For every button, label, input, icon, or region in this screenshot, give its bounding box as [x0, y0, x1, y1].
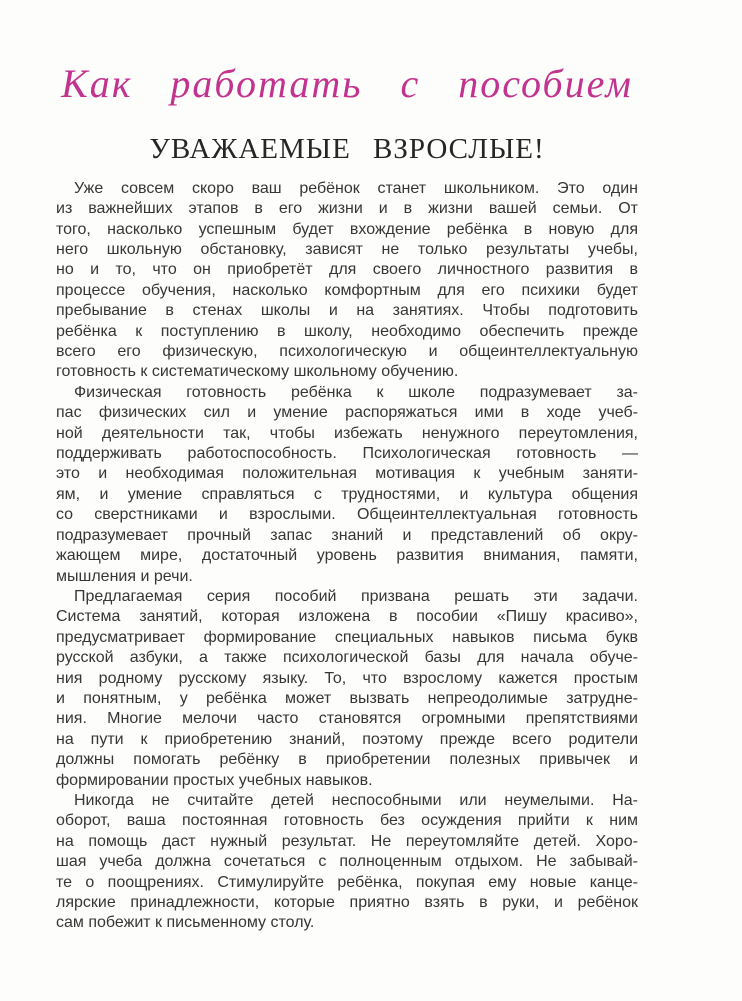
- text-line: предусматривает формирование специальных навыков письма букв: [56, 628, 638, 646]
- text-line: Система занятий, которая изложена в пособии «Пишу красиво»,: [56, 608, 638, 626]
- paragraph: [56, 587, 638, 791]
- text-line: те о поощрениях. Стимулируйте ребёнка, покупая ему новые канце-: [56, 873, 638, 891]
- text-line: ния родному русскому языку. То, что взрослому кажется простым: [56, 669, 638, 687]
- text-line: на пути к приобретению знаний, поэтому прежде всего родители: [56, 730, 638, 748]
- text-line: мышления и речи.: [56, 567, 193, 585]
- body-text: [56, 179, 638, 934]
- text-line: поддерживать работоспособность. Психологическая готовность —: [56, 445, 638, 463]
- text-line: Никогда не считайте детей неспособными или неумелыми. На-: [74, 791, 638, 809]
- text-line: ния. Многие мелочи часто становятся огромными препятствиями: [56, 710, 638, 728]
- text-line: ребёнка к поступлению в школу, необходимо обеспечить прежде: [56, 322, 638, 340]
- text-line: из важнейших этапов в его жизни и в жизни вашей семьи. От: [56, 200, 638, 218]
- text-line: шая учеба должна сочетаться с полноценным отдыхом. Не забывай-: [56, 853, 638, 871]
- text-line: пребывание в стенах школы и на занятиях. Чтобы подготовить: [56, 302, 638, 320]
- text-line: со сверстниками и взрослыми. Общеинтеллектуальная готовность: [56, 506, 638, 524]
- text-line: должны помогать ребёнку в приобретении полезных привычек и: [56, 751, 638, 769]
- text-line: лярские принадлежности, которые приятно взять в руки, и ребёнок: [56, 894, 638, 912]
- text-line: но и то, что он приобретёт для своего личностного развития в: [56, 261, 638, 279]
- text-line: жающем мире, достаточный уровень развития внимания, памяти,: [56, 547, 638, 565]
- text-line: формировании простых учебных навыков.: [56, 771, 373, 789]
- text-line: всего его физическую, психологическую и общеинтеллектуальную: [56, 343, 638, 361]
- text-line: него школьную обстановку, зависят не только результаты учебы,: [56, 241, 638, 259]
- text-line: процессе обучения, насколько комфортным для его психики будет: [56, 281, 638, 299]
- text-line: на помощь даст нужный результат. Не переутомляйте детей. Хоро-: [56, 832, 638, 850]
- text-line: оборот, ваша постоянная готовность без осуждения прийти к ним: [56, 812, 638, 830]
- text-line: того, насколько успешным будет вхождение ребёнка в новую для: [56, 220, 638, 238]
- text-line: ной деятельности так, чтобы избежать ненужного переутомления,: [56, 424, 638, 442]
- text-line: и понятным, у ребёнка может вызвать непреодолимые затрудне-: [56, 689, 638, 707]
- paragraph: [56, 791, 638, 934]
- text-line: ям, и умение справляться с трудностями, и культура общения: [56, 485, 638, 503]
- text-line: сам побежит к письменному столу.: [56, 914, 315, 932]
- text-line: пас физических сил и умение распоряжаться ими в ходе учеб-: [56, 404, 638, 422]
- paragraph: [56, 179, 638, 383]
- text-line: Физическая готовность ребёнка к школе подразумевает за-: [74, 383, 638, 401]
- text-line: русской азбуки, а также психологической базы для начала обуче-: [56, 649, 638, 667]
- text-line: Уже совсем скоро ваш ребёнок станет школьником. Это один: [74, 179, 638, 197]
- text-line: это и необходимая положительная мотивация к учебным заняти-: [56, 465, 638, 483]
- section-heading: УВАЖАЕМЫЕ ВЗРОСЛЫЕ!: [149, 133, 545, 165]
- text-line: Предлагаемая серия пособий призвана решать эти задачи.: [74, 587, 638, 605]
- text-line: подразумевает прочный запас знаний и представлений об окру-: [56, 526, 638, 544]
- page-title: Как работать с пособием: [61, 61, 633, 106]
- paragraph: [56, 383, 638, 587]
- text-line: готовность к систематическому школьному обучению.: [56, 363, 459, 381]
